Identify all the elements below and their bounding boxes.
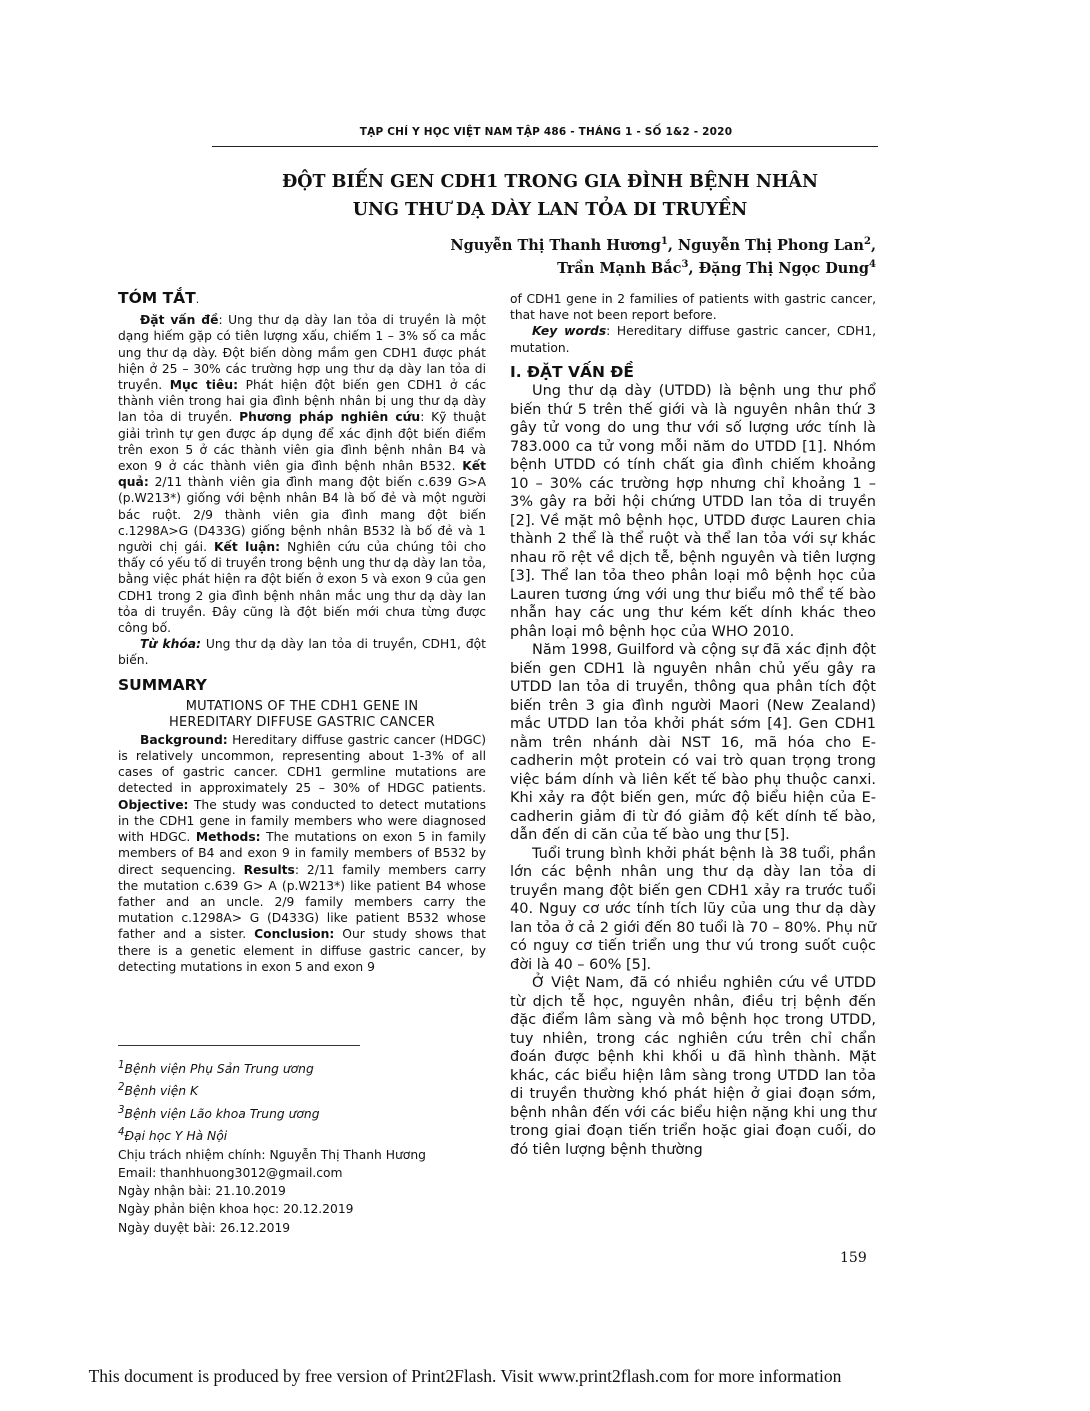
author-2: Nguyễn Thị Phong Lan	[677, 236, 864, 254]
section-1-heading: I. ĐẶT VẤN ĐỀ	[510, 362, 634, 381]
date-received: Ngày nhận bài: 21.10.2019	[118, 1184, 286, 1199]
section-1-paragraph-4: Ở Việt Nam, đã có nhiều nghiên cứu về UTDD từ dịch tễ học, nguyên nhân, điều trị bệnh đến đặc điểm lâm sàng và mô bệnh học trong UTDD, tuy nhiên, trong các nghiên cứu trên chỉ chẩn đoán được bệnh khi khối u đã hình thành. Mặt khác, các biểu hiện lâm sàng trong UTDD lan tỏa di truyền thường khó phát hiện ở giai đoạn sớm, bệnh nhân đến với các biểu hiện nặng khi ung thư trong giai đoạn tiến triển hoặc giai đoạn cuối, do đó tiên lượng bệnh thường	[510, 975, 876, 1158]
article-title-line-1: ĐỘT BIẾN GEN CDH1 TRONG GIA ĐÌNH BỆNH NHÂN	[282, 172, 818, 192]
footnote-1: $^1$Bệnh viện Phụ Sản Trung ương	[118, 1059, 314, 1077]
tom-tat-heading: TÓM TẮT.	[118, 289, 200, 307]
right-column	[510, 291, 876, 1159]
author-3: Trần Mạnh Bắc	[557, 259, 682, 277]
author-1: Nguyễn Thị Thanh Hương	[450, 236, 661, 254]
author-2-affil: 2	[863, 236, 871, 247]
phuong-phap-label: Phương pháp nghiên cứu	[239, 410, 421, 425]
footnote-4: $^4$Đại học Y Hà Nội	[118, 1126, 228, 1144]
summary-heading: SUMMARY	[118, 675, 207, 694]
key-words: Key words: Hereditary diffuse gastric cancer, CDH1, mutation.	[510, 324, 876, 355]
author-4-affil: 4	[869, 259, 876, 270]
author-1-affil: 1	[660, 236, 668, 247]
author-separator: ,	[688, 259, 699, 277]
summary-title-line-2: HEREDITARY DIFFUSE GASTRIC CANCER	[169, 715, 435, 731]
section-1-paragraph-1: Ung thư dạ dày (UTDD) là bệnh ung thư phổ biến thứ 5 trên thế giới và là nguyên nhân thứ 3 gây tử vong do ung thư với số lượng ước tính là 783.000 ca tử vong mỗi năm do UTDD [1]. Nhóm bệnh UTDD có tính chất gia đình chiếm khoảng 10 – 30% các trường hợp nhưng chỉ khoảng 1 – 3% gây ra bởi hội chứng UTDD lan tỏa di truyền [2]. Về mặt mô bệnh học, UTDD được Lauren chia thành 2 thể là thể ruột và thể lan tỏa với sự khác nhau rõ rệt về dịch tễ, bệnh nguyên và tiên lượng [3]. Thể lan tỏa theo phân loại mô bệnh học của Lauren tương ứng với ung thư biểu mô thể tế bào nhẫn hay các ung thư kém kết dính khác theo phân loại mô bệnh học của WHO 2010.	[510, 383, 876, 640]
left-column	[118, 290, 486, 975]
date-reviewed: Ngày phản biện khoa học: 20.12.2019	[118, 1202, 354, 1217]
summary-continuation: of CDH1 gene in 2 families of patients with gastric cancer, that have not been report before.	[510, 292, 876, 323]
section-1-paragraph-2: Năm 1998, Guilford và cộng sự đã xác định đột biến gen CDH1 là nguyên nhân chủ yếu gây ra UTDD lan tỏa di truyền, thông qua phân tích đột biến trên 3 gia đình người Maori (New Zealand) mắc UTDD lan tỏa khởi phát sớm [4]. Gen CDH1 nằm trên nhánh dài NST 16, mã hóa cho E-cadherin một protein có vai trò quan trọng trong việc bám dính và liên kết tế bào phụ thuộc canxi. Khi xảy ra đột biến gen, mức độ biểu hiện của E-cadherin giảm đi từ đó giảm độ kết dính tế bào, dẫn đến di căn của tế bào ung thư [5].	[510, 642, 876, 844]
contact-email: Email: thanhhuong3012@gmail.com	[118, 1165, 343, 1180]
footnote-3: $^3$Bệnh viện Lão khoa Trung ương	[118, 1103, 320, 1121]
author-separator: ,	[870, 236, 876, 254]
authors-line-1	[450, 236, 876, 254]
dat-van-de-label: Đặt vấn đề	[140, 313, 219, 328]
ket-luan-label: Kết luận:	[214, 540, 281, 555]
section-1-paragraph-3: Tuổi trung bình khởi phát bệnh là 38 tuổi, phần lớn các bệnh nhân ung thư dạ dày lan tỏa di truyền mang đột biến gen CDH1 xảy ra trước tuổi 40. Nguy cơ ước tính tích lũy của ung thư dạ dày lan tỏa ở cả 2 giới đến 80 tuổi là 70 – 80%. Phụ nữ có nguy cơ tiến triển ung thư vú trong suốt cuộc đời là 40 – 60% [5].	[510, 845, 876, 973]
summary-body: Background: Hereditary diffuse gastric cancer (HDGC) is relatively uncommon, representing about 1-3% of all cases of gastric cancer. CDH1 germline mutations are detected in approximately 25 – 30% of HDGC patients. Objective: The study was conducted to detect mutations in the CDH1 gene in family members who were diagnosed with HDGC. Methods: The mutations on exon 5 in family members of B4 and exon 9 in family members of B532 by direct sequencing. Results: 2/11 family members carry the mutation c.639 G> A (p.W213*) like patient B4 whose father and an uncle. 2/9 family members carry the mutation c.1298A> G (D433G) like patient B532 whose father and a sister. Conclusion: Our study shows that there is a genetic element in diffuse gastric cancer, by detecting mutations in exon 5 and exon 9	[118, 732, 487, 974]
author-4: Đặng Thị Ngọc Dung	[698, 259, 870, 277]
date-accepted: Ngày duyệt bài: 26.12.2019	[118, 1220, 291, 1235]
authors-line-2	[557, 259, 876, 277]
author-separator: ,	[667, 236, 678, 254]
author-3-affil: 3	[681, 259, 689, 270]
ket-qua-label: Kết quả:	[118, 459, 486, 490]
tu-khoa: Từ khóa: Ung thư dạ dày lan tỏa di truyền, CDH1, đột biến.	[118, 637, 486, 668]
footnote-2: $^2$Bệnh viện K	[118, 1081, 199, 1099]
print2flash-watermark: This document is produced by free version of Print2Flash. Visit www.print2flash.com for more information	[88, 1366, 842, 1386]
article-title-line-2: UNG THƯ DẠ DÀY LAN TỎA DI TRUYỀN	[352, 200, 748, 220]
footnote-rule	[118, 1045, 360, 1046]
page-number: 159	[840, 1250, 867, 1266]
summary-title-line-1: MUTATIONS OF THE CDH1 GENE IN	[185, 698, 419, 714]
tom-tat-body: Đặt vấn đề: Ung thư dạ dày lan tỏa di truyền là một dạng hiếm gặp có tiên lượng xấu, chiếm 1 – 3% số ca mắc ung thư dạ dày. Đột biến dòng mầm gen CDH1 được phát hiện ở 25 – 30% các trường hợp ung thư dạ dày lan tỏa di truyền. Mục tiêu: Phát hiện đột biến gen CDH1 ở các thành viên trong hai gia đình bệnh nhân bị ung thư dạ dày lan tỏa di truyền. Phương pháp nghiên cứu: Kỹ thuật giải trình tự gen được áp dụng để xác định đột biến điểm trên exon 5 ở các thành viên gia đình bệnh nhân B4 và exon 9 ở các thành viên gia đình bệnh nhân B532. Kết quả: 2/11 thành viên gia đình mang đột biến c.639 G>A (p.W213*) giống với bệnh nhân B4 là bố đẻ và một người bác ruột. 2/9 thành viên gia đình mang đột biến c.1298A>G (D433G) giống bệnh nhân B532 là bố đẻ và 1 người chị gái. Kết luận: Nghiên cứu của chúng tôi cho thấy có yếu tố di truyền trong bệnh ung thư dạ dày lan tỏa, bằng việc phát hiện ra đột biến ở exon 5 và exon 9 của gen CDH1 trong 2 gia đình bệnh nhân mắc ung thư dạ dày lan tỏa di truyền. Đây cũng là đột biến mới chưa từng được công bố.	[118, 313, 487, 636]
footnotes	[118, 1056, 498, 1237]
responsible-author: Chịu trách nhiệm chính: Nguyễn Thị Thanh Hương	[118, 1147, 426, 1162]
muc-tieu-label: Mục tiêu:	[169, 378, 239, 393]
header-rule	[212, 146, 878, 147]
journal-header: TẠP CHÍ Y HỌC VIỆT NAM TẬP 486 - THÁNG 1 - SỐ 1&2 - 2020	[359, 126, 733, 138]
